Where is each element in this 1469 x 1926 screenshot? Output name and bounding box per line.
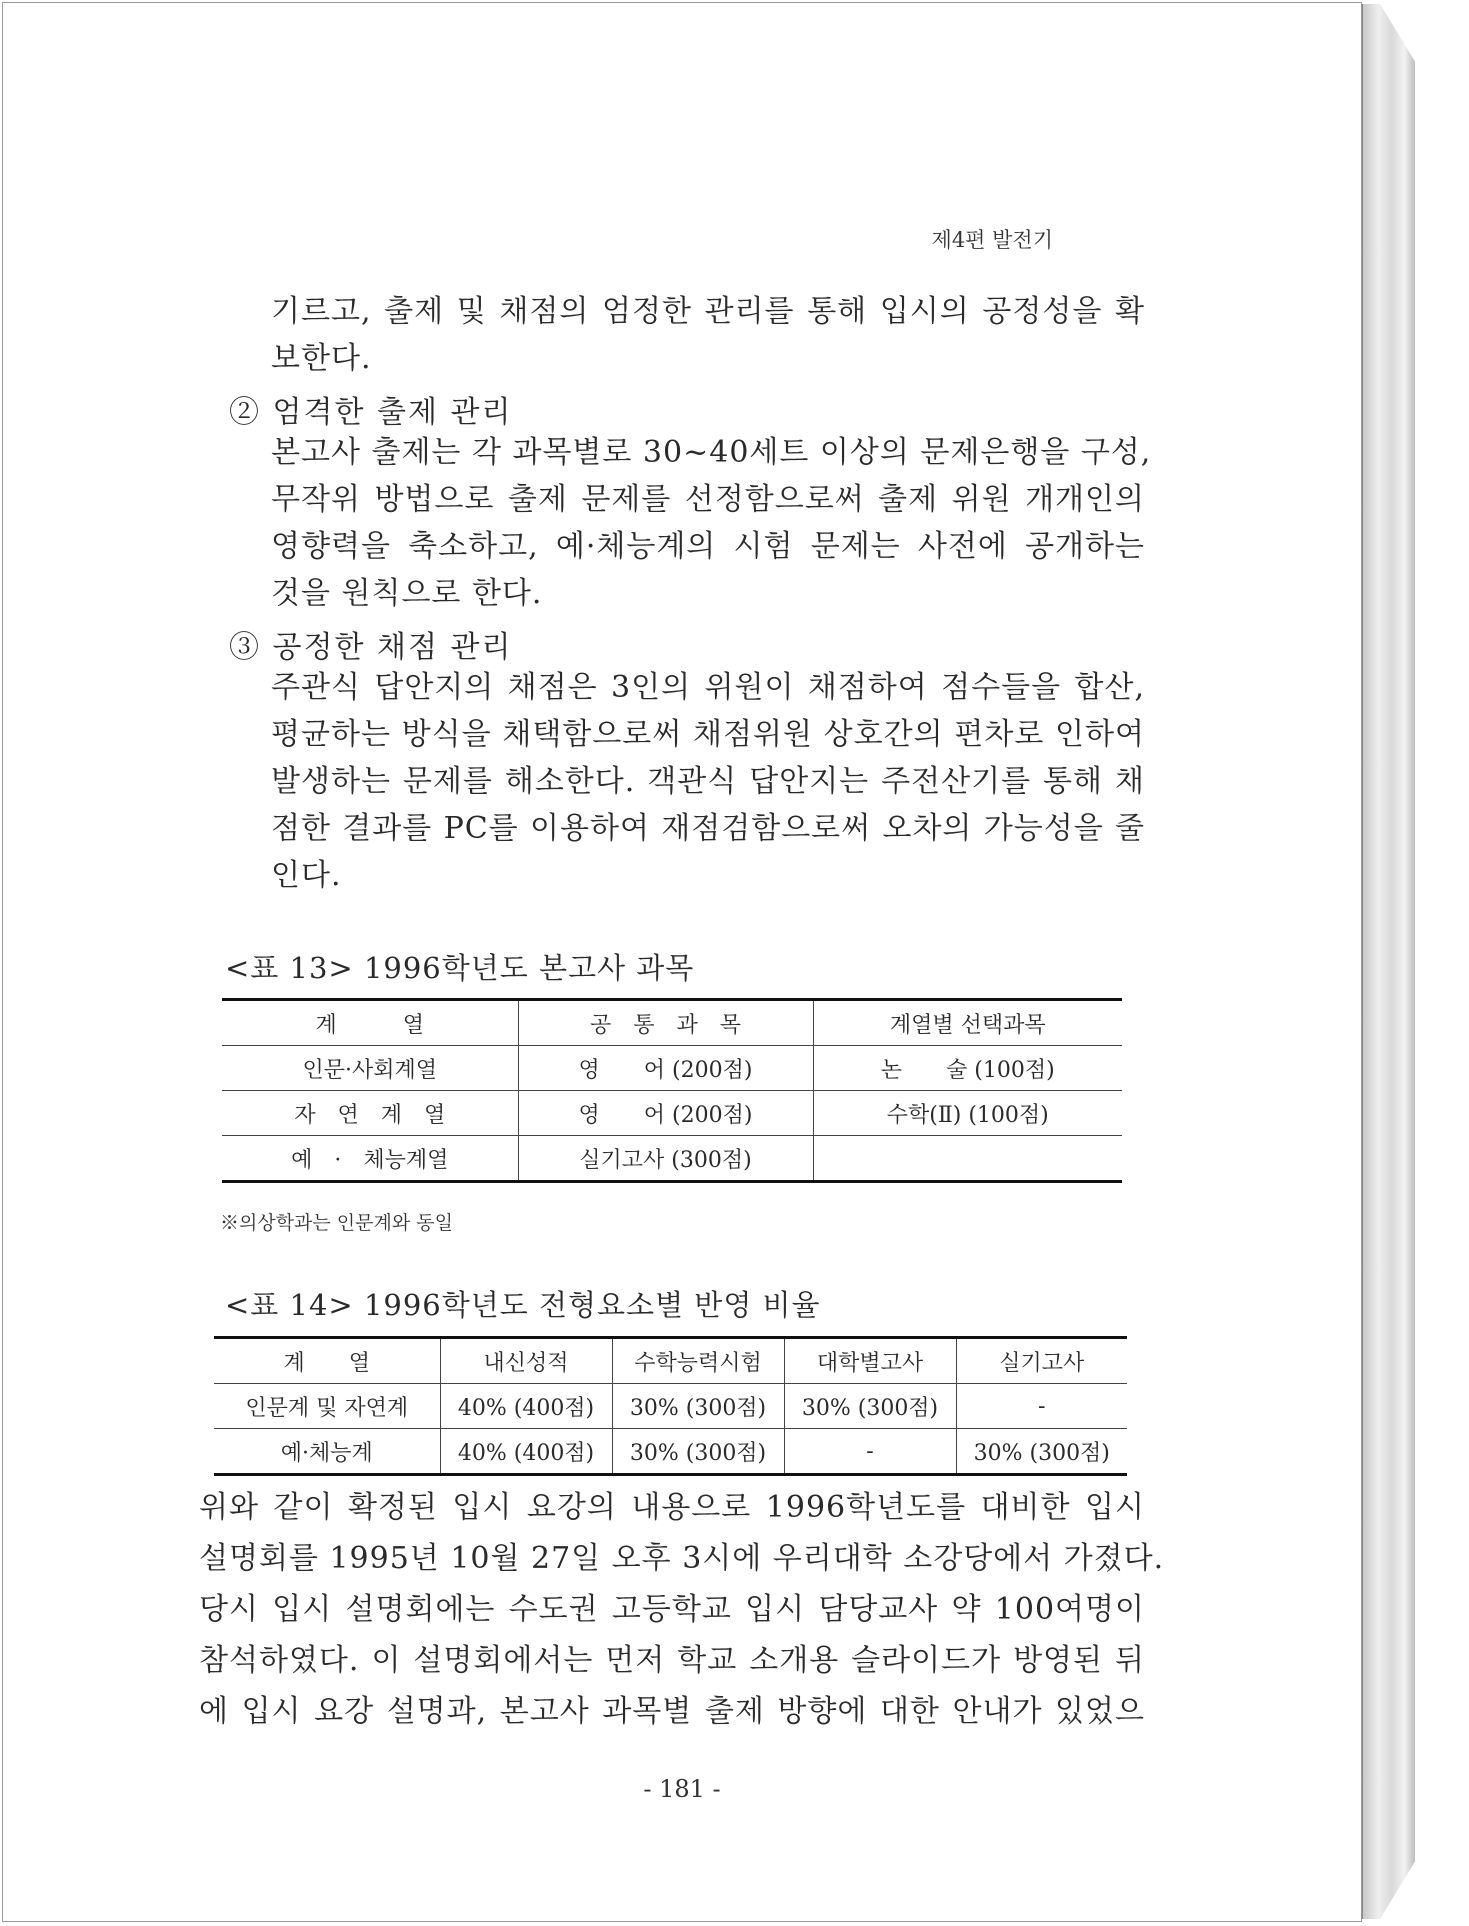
text-line: 영향력을 축소하고, 예·체능계의 시험 문제는 사전에 공개하는 [271,529,1145,564]
table-header-cell: 계열별 선택과목 [813,1000,1122,1046]
text-line: 무작위 방법으로 출제 문제를 선정함으로써 출제 위원 개개인의 [271,482,1145,517]
book-page [2,2,1362,1922]
table-cell: 예 · 체능계열 [222,1136,518,1182]
table-cell: 인문계 및 자연계 [214,1384,440,1429]
item2-heading: ② 엄격한 출제 관리 [229,395,513,430]
table-header-cell: 계 열 [222,1000,518,1046]
table-header-cell: 공 통 과 목 [518,1000,813,1046]
text-line: 인다. [271,858,342,893]
item2-paragraph [271,429,1152,617]
text-line: 위와 같이 확정된 입시 요강의 내용으로 1996학년도를 대비한 입시 [199,1490,1145,1525]
table14-caption: <표 14> 1996학년도 전형요소별 반영 비율 [225,1288,821,1322]
text-line: 본고사 출제는 각 과목별로 30~40세트 이상의 문제은행을 구성, [271,435,1152,470]
text-line: 점한 결과를 PC를 이용하여 재점검함으로써 오차의 가능성을 줄 [271,811,1145,846]
table-header-cell: 계 열 [214,1338,440,1384]
text-line: 발생하는 문제를 해소한다. 객관식 답안지는 주전산기를 통해 채 [271,764,1145,799]
table-row [214,1384,1127,1429]
closing-paragraph [199,1482,1165,1737]
table-cell: - [956,1384,1127,1429]
text-line: 기르고, 출제 및 채점의 엄정한 관리를 통해 입시의 공정성을 확 [271,294,1145,329]
text-line: 에 입시 요강 설명과, 본고사 과목별 출제 방향에 대한 안내가 있었으 [199,1694,1145,1729]
table14 [214,1336,1127,1476]
text-line: 것을 원칙으로 한다. [271,576,543,611]
table-cell: 30% (300점) [612,1429,784,1475]
text-line: 당시 입시 설명회에는 수도권 고등학교 입시 담당교사 약 100여명이 [199,1592,1145,1627]
table-cell: 30% (300점) [784,1384,956,1429]
table-cell: 30% (300점) [612,1384,784,1429]
table-row [214,1429,1127,1475]
text-line: 설명회를 1995년 10월 27일 오후 3시에 우리대학 소강당에서 가졌다. [199,1541,1165,1576]
text-line: 참석하였다. 이 설명회에서는 먼저 학교 소개용 슬라이드가 방영된 뒤 [199,1643,1145,1678]
item3-paragraph [271,664,1145,899]
page-stack-edge [1362,4,1415,1919]
table-cell: 예·체능계 [214,1429,440,1475]
table-header-cell: 내신성적 [440,1338,612,1384]
table-row [222,1046,1122,1091]
table-cell: 영 어 (200점) [518,1091,813,1136]
table-cell: 논 술 (100점) [813,1046,1122,1091]
item3-heading: ③ 공정한 채점 관리 [229,630,513,665]
table13-note: ※의상학과는 인문계와 동일 [220,1212,453,1234]
table-cell: 인문·사회계열 [222,1046,518,1091]
table-header-cell: 대학별고사 [784,1338,956,1384]
table-cell: 40% (400점) [440,1384,612,1429]
table-cell: 자 연 계 열 [222,1091,518,1136]
table-cell: 수학(Ⅱ) (100점) [813,1091,1122,1136]
table-cell: 30% (300점) [956,1429,1127,1475]
text-line: 평균하는 방식을 채택함으로써 채점위원 상호간의 편차로 인하여 [271,717,1145,752]
table-header-row [222,1000,1122,1046]
intro-paragraph [271,288,1145,382]
page-number: - 181 - [643,1775,721,1803]
table-header-cell: 수학능력시험 [612,1338,784,1384]
table-cell: 40% (400점) [440,1429,612,1475]
table-cell: 실기고사 (300점) [518,1136,813,1182]
table-cell: - [784,1429,956,1475]
text-line: 주관식 답안지의 채점은 3인의 위원이 채점하여 점수들을 합산, [271,670,1145,705]
table-header-row [214,1338,1127,1384]
table-cell: 영 어 (200점) [518,1046,813,1091]
table13-caption: <표 13> 1996학년도 본고사 과목 [225,951,695,985]
table-row [222,1091,1122,1136]
text-line: 보한다. [271,341,372,376]
table13 [222,998,1122,1183]
table-row [222,1136,1122,1182]
running-head: 제4편 발전기 [931,228,1053,252]
table-header-cell: 실기고사 [956,1338,1127,1384]
table-cell [813,1136,1122,1182]
